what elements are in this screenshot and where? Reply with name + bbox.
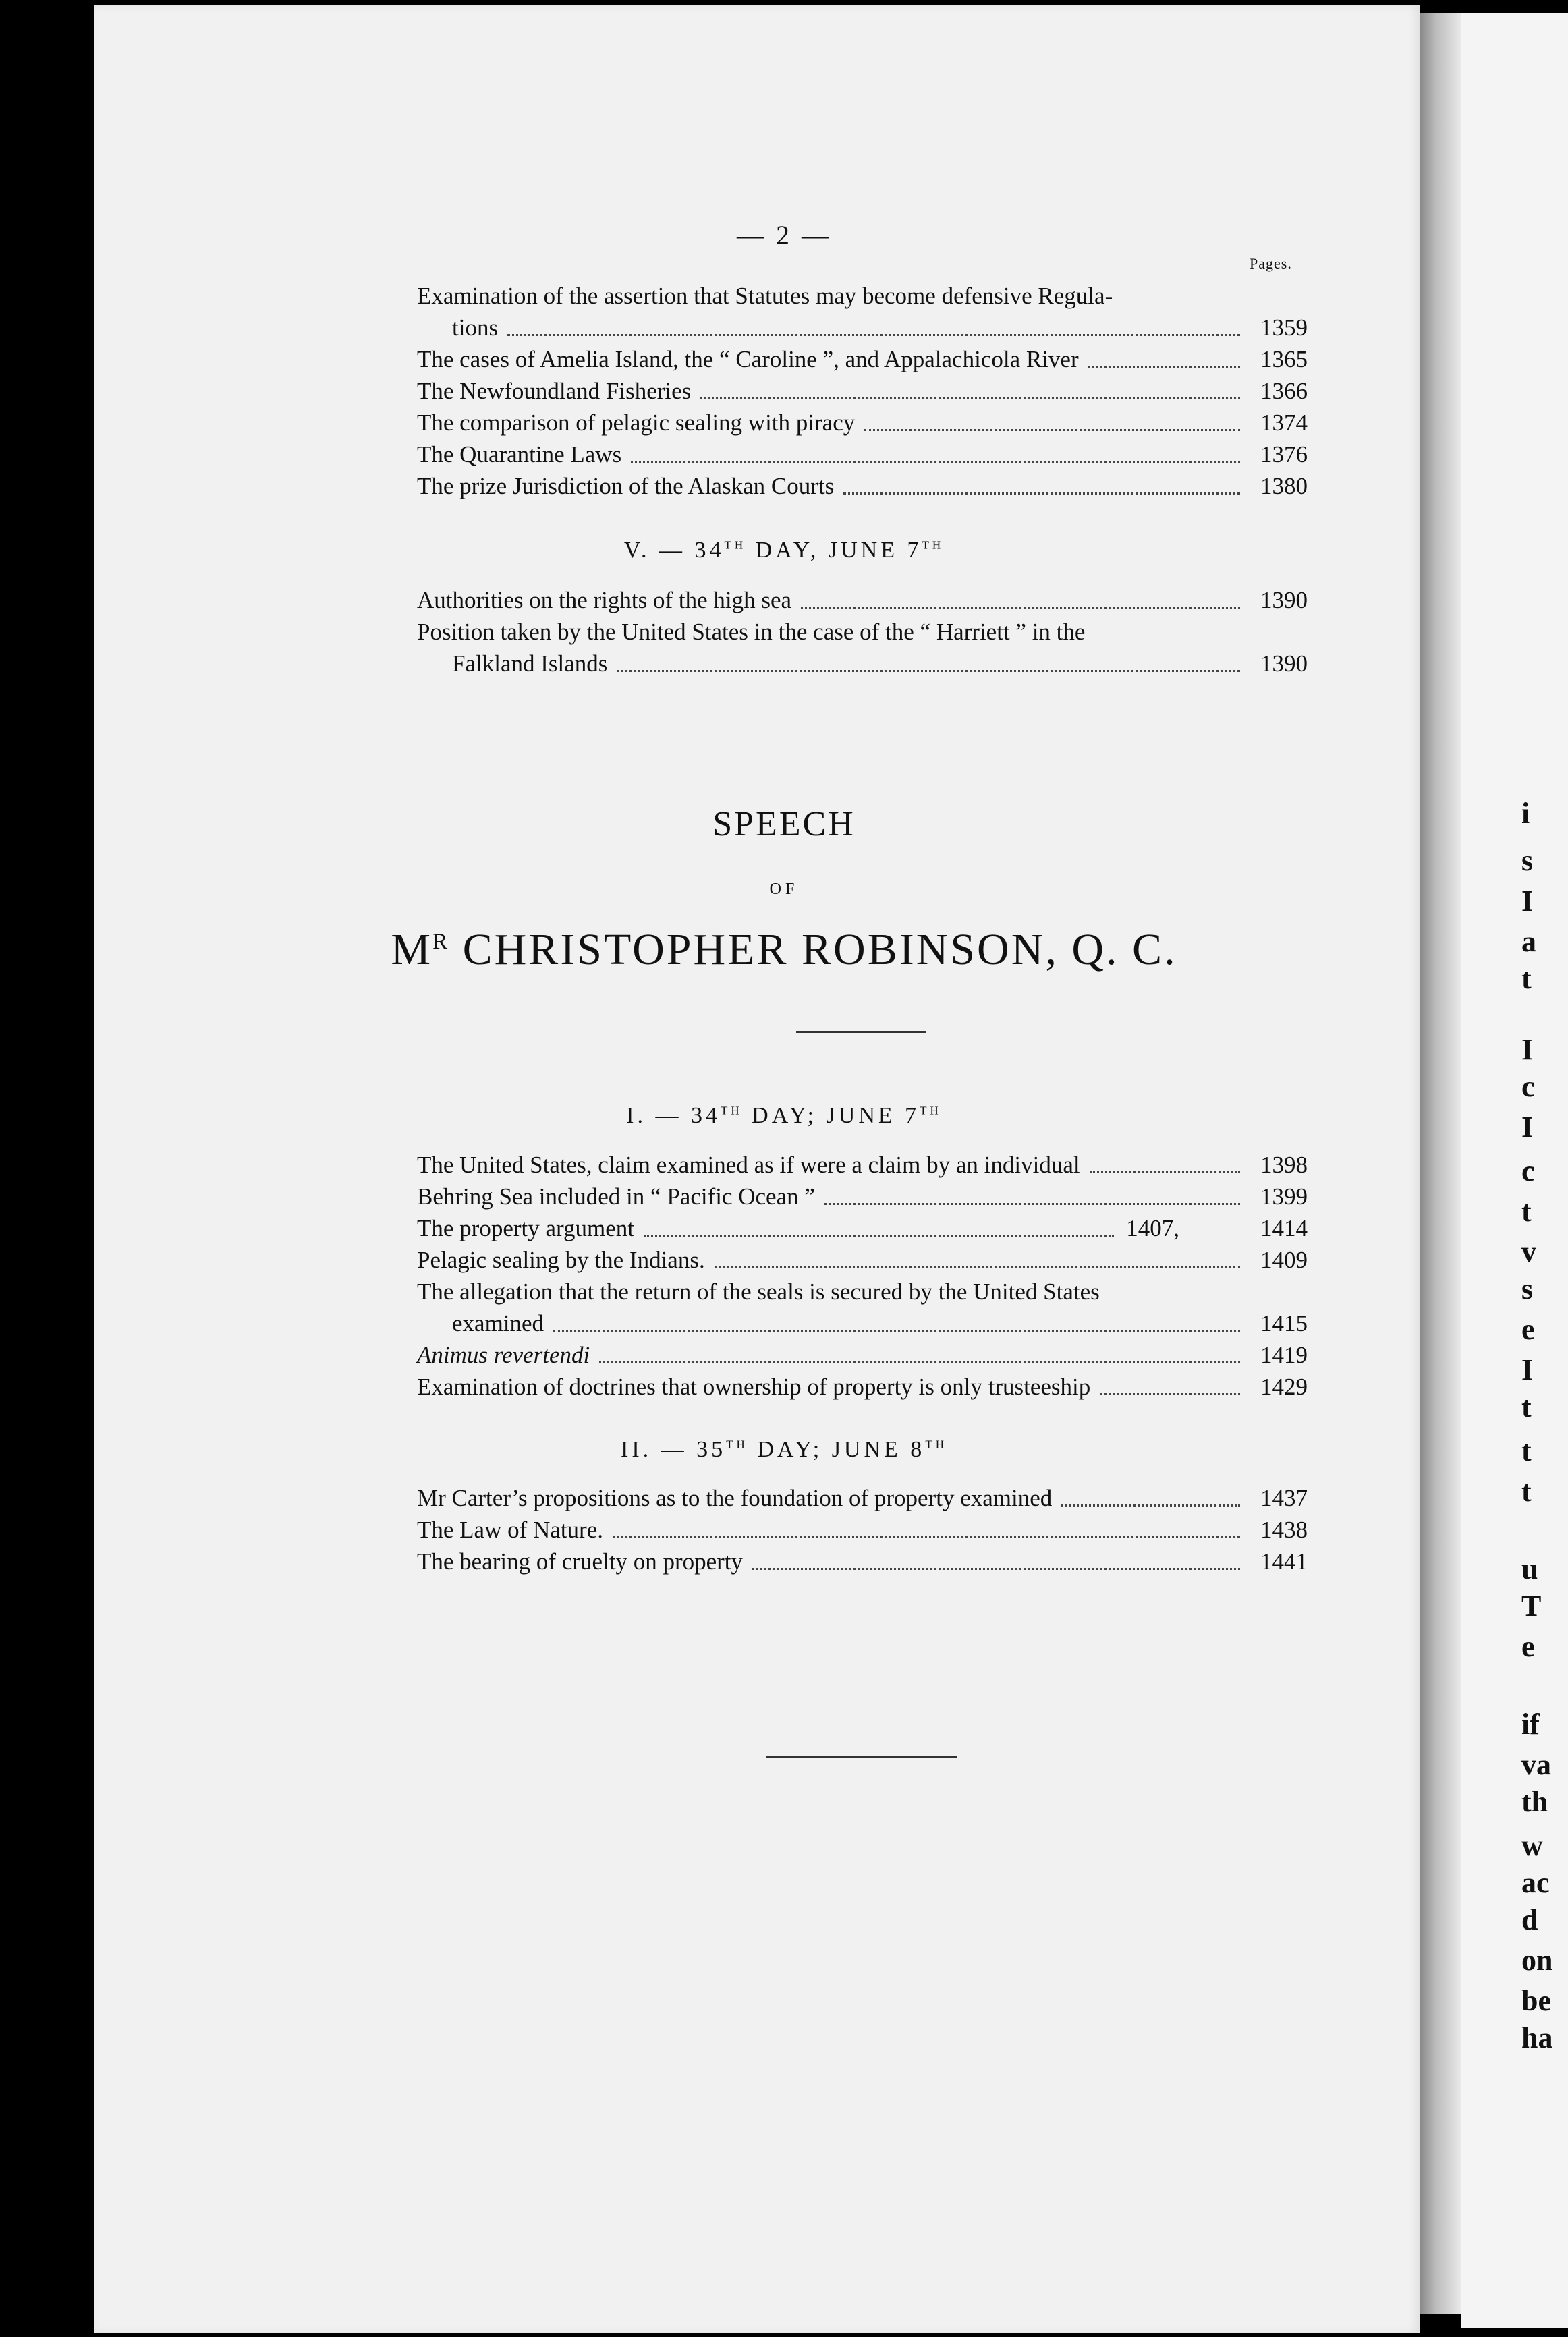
toc-page-number: 1438 <box>1260 1517 1308 1543</box>
toc-page-number: 1429 <box>1260 1374 1308 1400</box>
toc-page-number: 1390 <box>1260 587 1308 613</box>
facing-page-letter: v <box>1521 1235 1536 1268</box>
toc-page-number: 1437 <box>1260 1485 1308 1511</box>
dot-leader <box>613 1507 1240 1538</box>
toc-entry-text: Animus revertendi <box>417 1342 590 1368</box>
toc-entry-line <box>417 1546 1308 1577</box>
toc-block-i <box>417 1149 1308 1403</box>
toc-entry-text: examined <box>452 1310 544 1336</box>
dot-leader <box>617 640 1240 672</box>
facing-page-letter: t <box>1521 1475 1532 1508</box>
toc-entry-line <box>417 1371 1308 1403</box>
toc-page-number: 1409 <box>1260 1247 1308 1273</box>
toc-page-number: 1365 <box>1260 346 1308 372</box>
facing-page-letter: va <box>1521 1748 1551 1781</box>
dot-leader <box>599 1332 1240 1363</box>
dot-leader <box>843 463 1240 495</box>
facing-page-letter: I <box>1521 1353 1534 1386</box>
dot-leader <box>715 1237 1240 1268</box>
facing-page-letter: I <box>1521 1033 1534 1066</box>
facing-page-letter: e <box>1521 1313 1535 1346</box>
toc-entry-line <box>417 648 1308 679</box>
title-rule <box>796 1031 926 1033</box>
toc-entry-text: Position taken by the United States in the case of the “ Harriett ” in the <box>417 619 1086 645</box>
toc-entry-line <box>417 470 1308 502</box>
facing-page-letter: I <box>1521 1110 1534 1144</box>
toc-page-number: 1414 <box>1260 1215 1308 1241</box>
toc-page-number: 1376 <box>1260 441 1308 468</box>
toc-entry-text: Pelagic sealing by the Indians. <box>417 1247 705 1273</box>
dot-leader <box>1090 1142 1240 1173</box>
toc-entry-text: The allegation that the return of the seals is secured by the United States <box>417 1278 1100 1305</box>
facing-page-letter: T <box>1521 1589 1542 1623</box>
toc-entry-text: The cases of Amelia Island, the “ Caroline ”, and Appalachicola River <box>417 346 1079 372</box>
dot-leader <box>700 368 1240 399</box>
facing-page-letter: e <box>1521 1630 1535 1663</box>
toc-block-ii <box>417 1482 1308 1577</box>
toc-entry-text: Authorities on the rights of the high sea <box>417 587 792 613</box>
facing-page-letter: c <box>1521 1070 1535 1103</box>
toc-entry-text: Mr Carter’s propositions as to the foundation of property examined <box>417 1485 1053 1511</box>
facing-page-letter: be <box>1521 1984 1551 2017</box>
toc-entry-text: Falkland Islands <box>452 650 608 677</box>
toc-entry-text: The Law of Nature. <box>417 1517 603 1543</box>
toc-entry-text: The Newfoundland Fisheries <box>417 378 692 404</box>
facing-page-letter: u <box>1521 1552 1538 1585</box>
facing-page-letter: s <box>1521 844 1534 877</box>
section-heading-ii: II. — 35TH DAY; JUNE 8TH <box>621 1437 947 1462</box>
toc-entry-text: tions <box>452 314 499 341</box>
facing-page-letter: ha <box>1521 2021 1553 2054</box>
toc-entry-text: The comparison of pelagic sealing with piracy <box>417 410 856 436</box>
toc-page-number: 1366 <box>1260 378 1308 404</box>
speaker-name: $M^R$ CHRISTOPHER ROBINSON, Q. C. <box>391 925 1177 974</box>
bottom-rule <box>766 1756 957 1758</box>
page-gutter <box>1420 13 1461 2314</box>
speech-title: SPEECH <box>712 805 856 843</box>
dot-leader <box>801 577 1240 609</box>
toc-page-number: 1399 <box>1260 1183 1308 1210</box>
facing-page-letter: I <box>1521 884 1534 918</box>
toc-entry-text: The bearing of cruelty on property <box>417 1548 744 1575</box>
facing-page-letter: d <box>1521 1903 1538 1936</box>
toc-entry-text: Examination of doctrines that ownership of property is only trusteeship <box>417 1374 1091 1400</box>
facing-page-letter: a <box>1521 925 1536 958</box>
toc-entry-line <box>417 1244 1308 1276</box>
speech-of: OF <box>769 880 799 898</box>
facing-page-letter: c <box>1521 1154 1535 1187</box>
toc-entry-text: The property argument <box>417 1215 635 1241</box>
toc-page-number: 1398 <box>1260 1152 1308 1178</box>
toc-page-number: 1390 <box>1260 650 1308 677</box>
facing-page-letter: ac <box>1521 1866 1550 1899</box>
facing-page-letter: t <box>1521 1195 1532 1228</box>
toc-block-v <box>417 584 1308 679</box>
facing-page-letter: if <box>1521 1708 1540 1741</box>
dot-leader <box>1061 1475 1240 1507</box>
section-heading-v: V. — 34TH DAY, JUNE 7TH <box>623 538 945 563</box>
toc-entry-text: Behring Sea included in “ Pacific Ocean ” <box>417 1183 815 1210</box>
facing-page-letter: i <box>1521 797 1530 830</box>
toc-entry-text: Examination of the assertion that Statutes may become defensive Regula- <box>417 283 1113 309</box>
facing-page-letter: on <box>1521 1944 1553 1977</box>
pages-column-label: Pages. <box>1250 255 1292 272</box>
dot-leader <box>864 399 1240 431</box>
toc-entry-text: The United States, claim examined as if were a claim by an individual <box>417 1152 1080 1178</box>
dot-leader <box>553 1300 1240 1332</box>
facing-page-letter: w <box>1521 1829 1543 1862</box>
facing-page-letter: t <box>1521 1390 1532 1424</box>
toc-page-number: 1419 <box>1260 1342 1308 1368</box>
dot-leader <box>1088 336 1240 368</box>
dot-leader <box>631 431 1240 463</box>
toc-entry-line <box>417 584 1308 616</box>
dot-leader <box>644 1205 1114 1237</box>
toc-page-number-extra: 1407, <box>1126 1215 1179 1241</box>
facing-page-letter: th <box>1521 1785 1548 1818</box>
dot-leader <box>1100 1363 1240 1395</box>
toc-page-number: 1359 <box>1260 314 1308 341</box>
facing-page-fragment <box>1461 13 1568 2328</box>
dot-leader <box>752 1538 1240 1570</box>
dot-leader <box>824 1173 1240 1205</box>
toc-page-number: 1374 <box>1260 410 1308 436</box>
toc-page-number: 1415 <box>1260 1310 1308 1336</box>
dot-leader <box>507 304 1240 336</box>
toc-entry-text: The Quarantine Laws <box>417 441 622 468</box>
page-number: — 2 — <box>737 220 831 250</box>
toc-page-number: 1380 <box>1260 473 1308 499</box>
toc-entry-text: The prize Jurisdiction of the Alaskan Courts <box>417 473 835 499</box>
facing-page-letter: s <box>1521 1272 1534 1305</box>
section-heading-i: I. — 34TH DAY; JUNE 7TH <box>626 1103 942 1128</box>
toc-page-number: 1441 <box>1260 1548 1308 1575</box>
facing-page-letter: t <box>1521 962 1532 995</box>
facing-page-letter: t <box>1521 1434 1532 1467</box>
toc-block-top <box>417 280 1308 502</box>
